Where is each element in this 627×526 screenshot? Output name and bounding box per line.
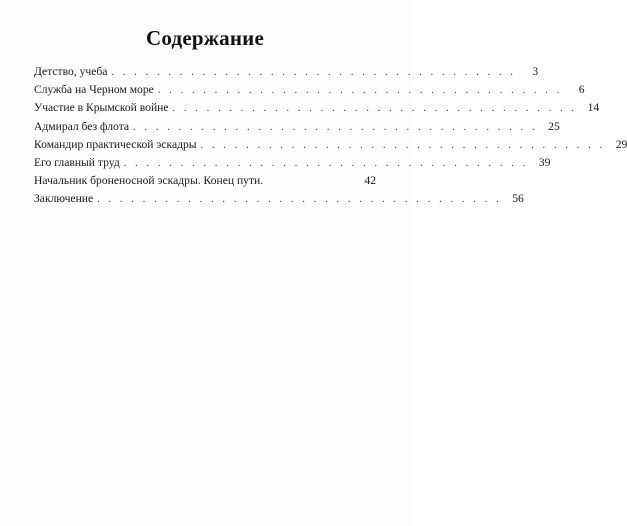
toc-entry-title: Заключение <box>34 192 94 206</box>
toc-entry <box>34 136 627 154</box>
toc-entry-page: 29 <box>615 137 627 151</box>
toc-entry <box>34 63 539 81</box>
toc-entry-title: Его главный труд <box>34 155 120 169</box>
toc-entry-page: 56 <box>512 192 524 206</box>
toc-entry-page: 42 <box>364 174 376 188</box>
toc-entry <box>34 172 376 190</box>
toc-leader-dots: . . . . . . . . . . . . . . . . . . . . . . . . . . . . . . . . . . . . <box>123 157 529 169</box>
toc-entry-page: 25 <box>548 119 560 133</box>
table-of-contents <box>34 63 627 209</box>
toc-entry-page: 14 <box>587 101 600 115</box>
page-title: Содержание <box>146 26 264 50</box>
toc-leader-dots: . . . . . . . . . . . . . . . . . . . . . . . . . . . . . . . . . . . . <box>111 67 517 78</box>
toc-entry-title: Участие в Крымской войне <box>34 101 169 115</box>
toc-leader-dots: . . . . . . . . . . . . . . . . . . . . . . . . . . . . . . . . . . . . <box>200 139 606 151</box>
toc-entry-title: Детство, учеба <box>34 65 108 78</box>
toc-entry <box>34 118 560 136</box>
toc-entry <box>34 99 600 117</box>
toc-entry-title: Командир практической эскадры <box>34 137 197 151</box>
toc-entry-page: 3 <box>532 65 539 78</box>
toc-leader-dots: . . . . . . . . . . . . . . . . . . . . . . . . . . . . . . . . . . . . <box>97 194 502 206</box>
toc-entry-title: Начальник броненосной эскадры. Конец пути. <box>34 174 264 188</box>
toc-entry <box>34 154 551 172</box>
toc-entry-title: Служба на Черном море <box>34 83 154 97</box>
toc-entry-page: 6 <box>578 83 585 97</box>
toc-leader-dots: . . . . . . . . . . . . . . . . . . . . . . . . . . . . . . . . . . . . <box>172 103 578 115</box>
toc-leader-dots: . . . . . . . . . . . . . . . . . . . . . . . . . . . . . . . . . . . . <box>157 85 563 97</box>
toc-entry-page: 39 <box>538 155 551 169</box>
toc-leader-dots: . . . . . . . . . . . . . . . . . . . . . . . . . . . . . . . . . . . . <box>133 121 538 133</box>
toc-entry-title: Адмирал без флота <box>34 119 130 133</box>
toc-entry <box>34 190 524 208</box>
toc-entry <box>34 81 585 99</box>
